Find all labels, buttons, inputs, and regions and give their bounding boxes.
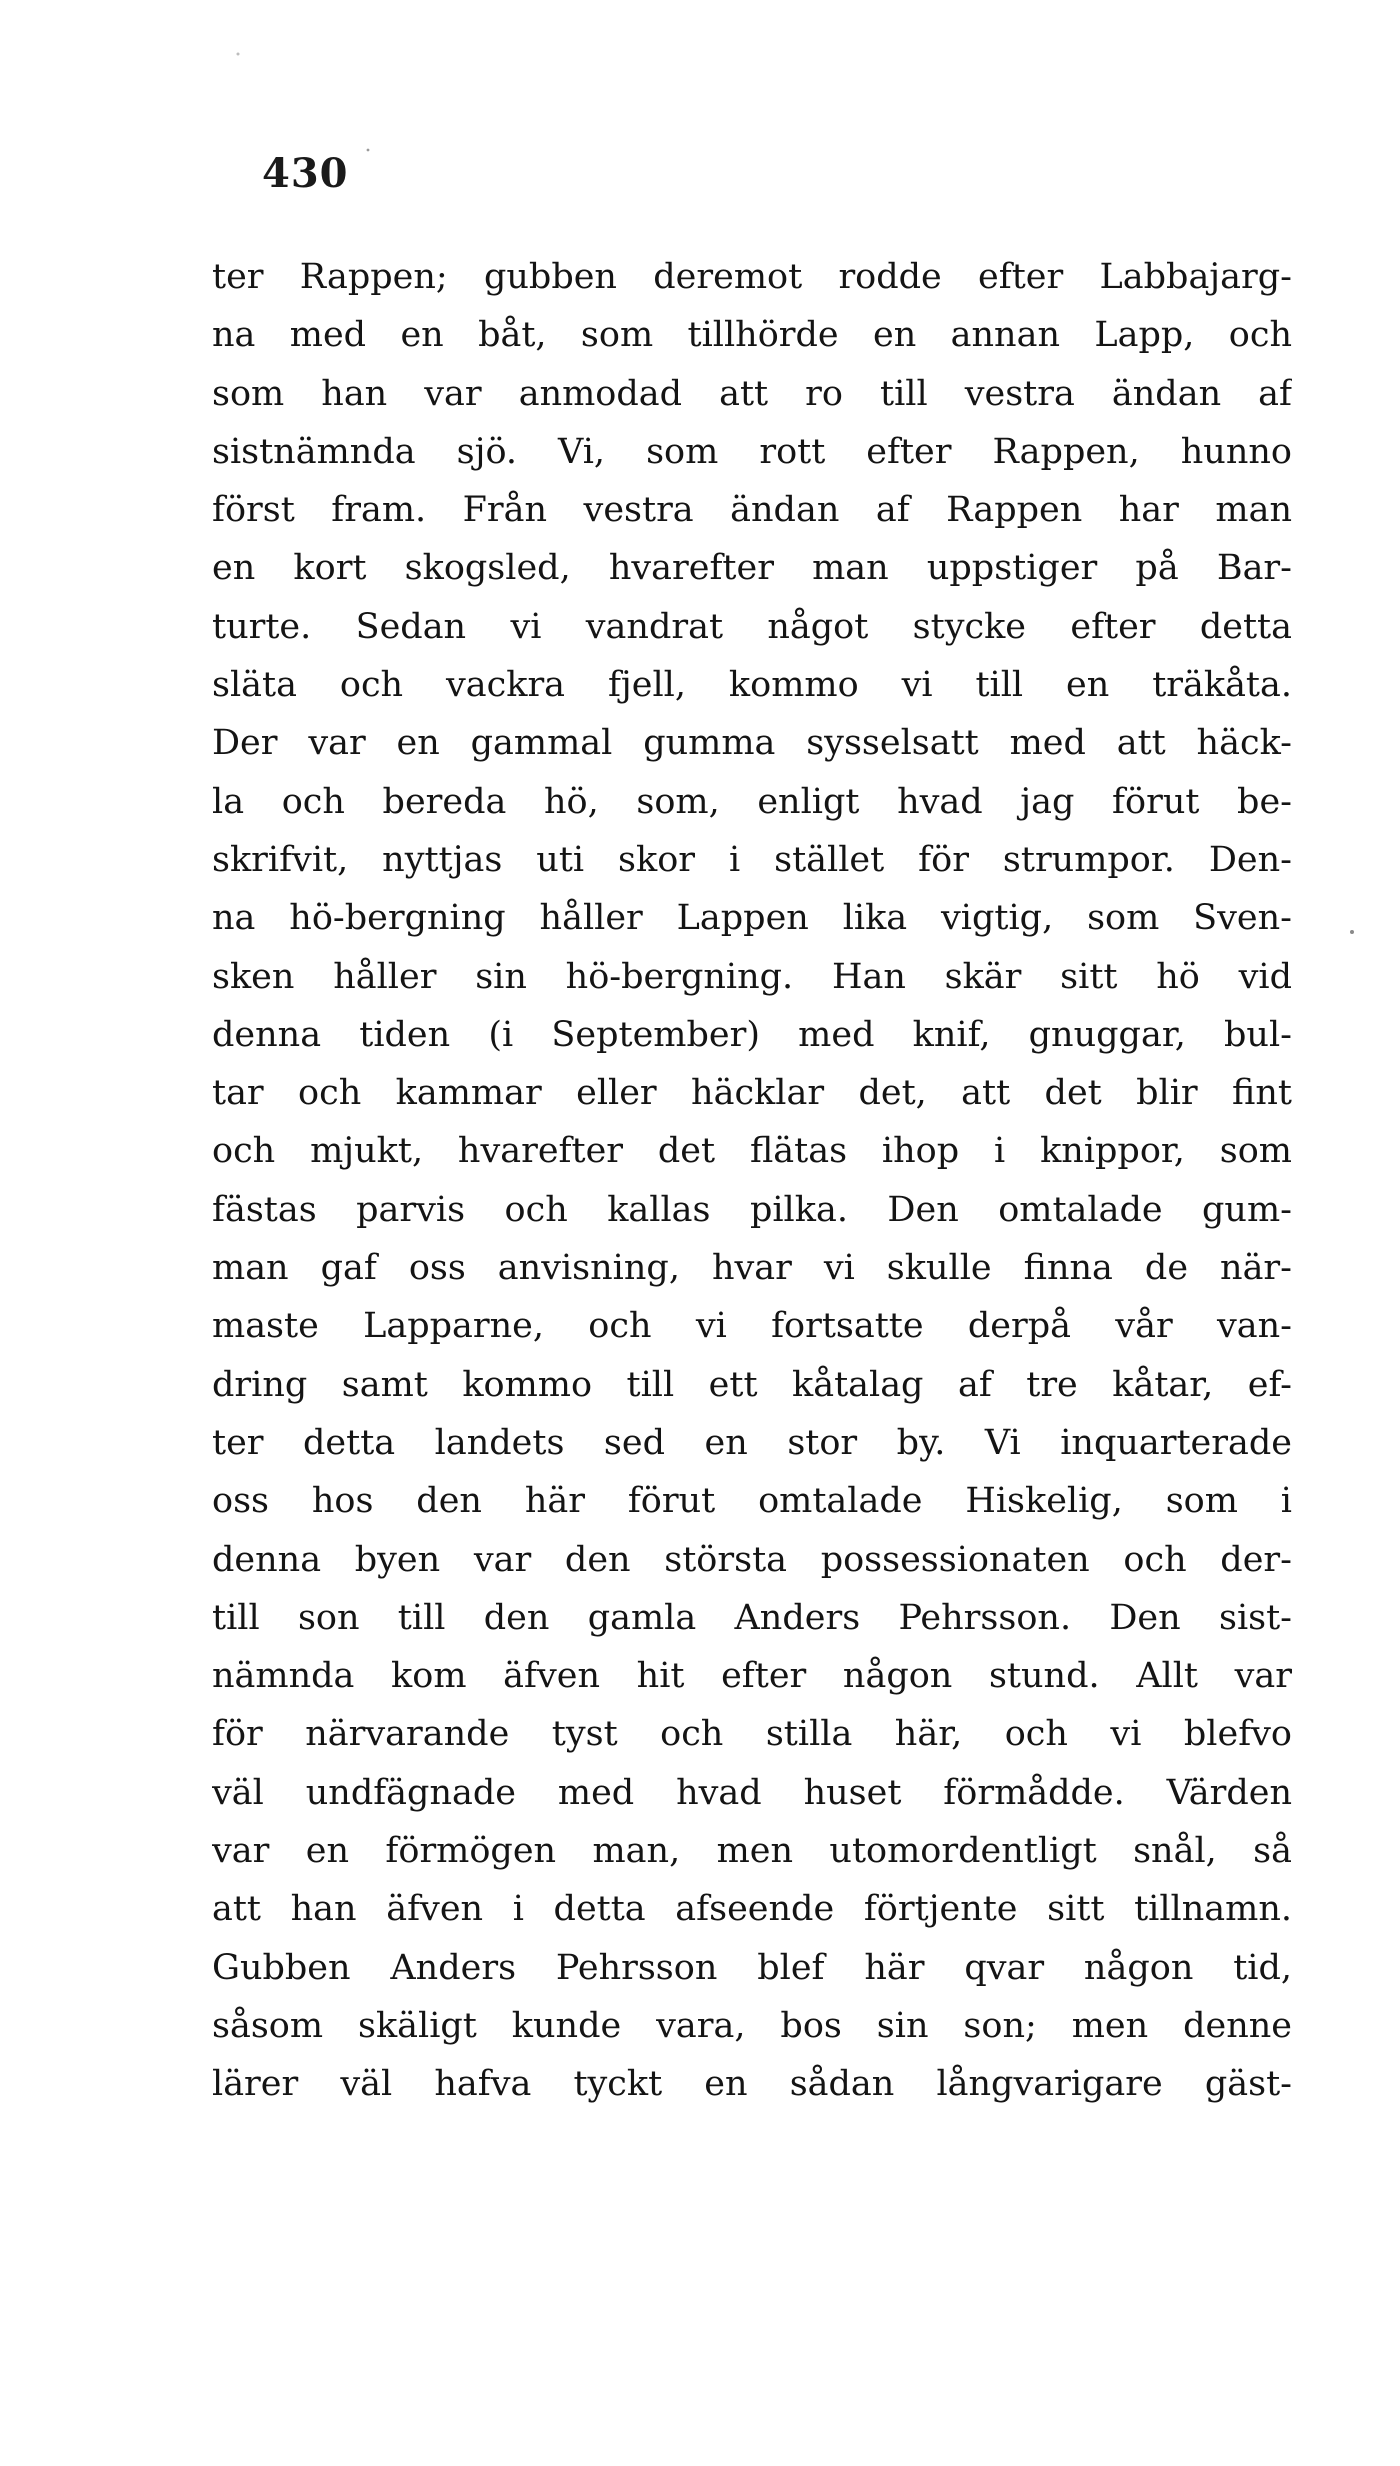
text-line: dring samt kommo till ett kåtalag af tre kåtar, ef- bbox=[212, 1364, 1292, 1405]
text-line: nämnda kom äfven hit efter någon stund. Allt var bbox=[212, 1656, 1292, 1697]
text-line: ter Rappen; gubben deremot rodde efter Labbajarg- bbox=[212, 257, 1292, 297]
text-line: man gaf oss anvisning, hvar vi skulle finna de när- bbox=[212, 1248, 1292, 1289]
text-line: sken håller sin hö-bergning. Han skär sitt hö vid bbox=[212, 956, 1292, 997]
text-line: na med en båt, som tillhörde en annan Lapp, och bbox=[212, 315, 1292, 356]
body-text bbox=[212, 248, 1292, 2114]
text-line: skrifvit, nyttjas uti skor i stället för strumpor. Den- bbox=[212, 839, 1292, 880]
text-line: såsom skäligt kunde vara, bos sin son; men denne bbox=[212, 2005, 1292, 2046]
speck bbox=[237, 53, 240, 56]
text-line: väl undfägnade med hvad huset förmådde. Värden bbox=[212, 1772, 1292, 1813]
text-line: maste Lapparne, och vi fortsatte derpå vår van- bbox=[212, 1306, 1292, 1347]
text-line: fästas parvis och kallas pilka. Den omtalade gum- bbox=[212, 1189, 1292, 1230]
text-line: denna byen var den största possessionaten och der- bbox=[212, 1539, 1292, 1580]
text-line: som han var anmodad att ro till vestra ändan af bbox=[212, 373, 1292, 414]
text-line: na hö-bergning håller Lappen lika vigtig, som Sven- bbox=[212, 898, 1292, 939]
text-line: för närvarande tyst och stilla här, och vi blefvo bbox=[212, 1714, 1292, 1755]
text-line: till son till den gamla Anders Pehrsson. Den sist- bbox=[212, 1597, 1292, 1638]
text-line: lärer väl hafva tyckt en sådan långvarigare gäst- bbox=[212, 2064, 1292, 2105]
text-line: släta och vackra fjell, kommo vi till en träkåta. bbox=[212, 665, 1292, 706]
text-line: turte. Sedan vi vandrat något stycke efter detta bbox=[212, 606, 1292, 647]
text-line: denna tiden (i September) med knif, gnuggar, bul- bbox=[212, 1014, 1292, 1055]
speck bbox=[367, 149, 370, 152]
text-line: ter detta landets sed en stor by. Vi inquarterade bbox=[212, 1422, 1292, 1463]
text-line: Gubben Anders Pehrsson blef här qvar någon tid, bbox=[212, 1947, 1292, 1988]
text-line: oss hos den här förut omtalade Hiskelig, som i bbox=[212, 1481, 1292, 1522]
speck bbox=[1350, 930, 1354, 934]
text-line: först fram. Från vestra ändan af Rappen har man bbox=[212, 490, 1292, 531]
text-line: och mjukt, hvarefter det flätas ihop i knippor, som bbox=[212, 1131, 1292, 1172]
page-number: 430 bbox=[262, 150, 349, 197]
text-line: sistnämnda sjö. Vi, som rott efter Rappen, hunno bbox=[212, 431, 1292, 472]
text-line: tar och kammar eller häcklar det, att det blir fint bbox=[212, 1073, 1292, 1114]
text-line: la och bereda hö, som, enligt hvad jag förut be- bbox=[212, 781, 1292, 822]
text-line: var en förmögen man, men utomordentligt snål, så bbox=[212, 1831, 1292, 1872]
text-line: Der var en gammal gumma sysselsatt med att häck- bbox=[212, 723, 1292, 764]
text-line: en kort skogsled, hvarefter man uppstiger på Bar- bbox=[212, 548, 1292, 589]
text-line: att han äfven i detta afseende förtjente sitt tillnamn. bbox=[212, 1889, 1292, 1930]
